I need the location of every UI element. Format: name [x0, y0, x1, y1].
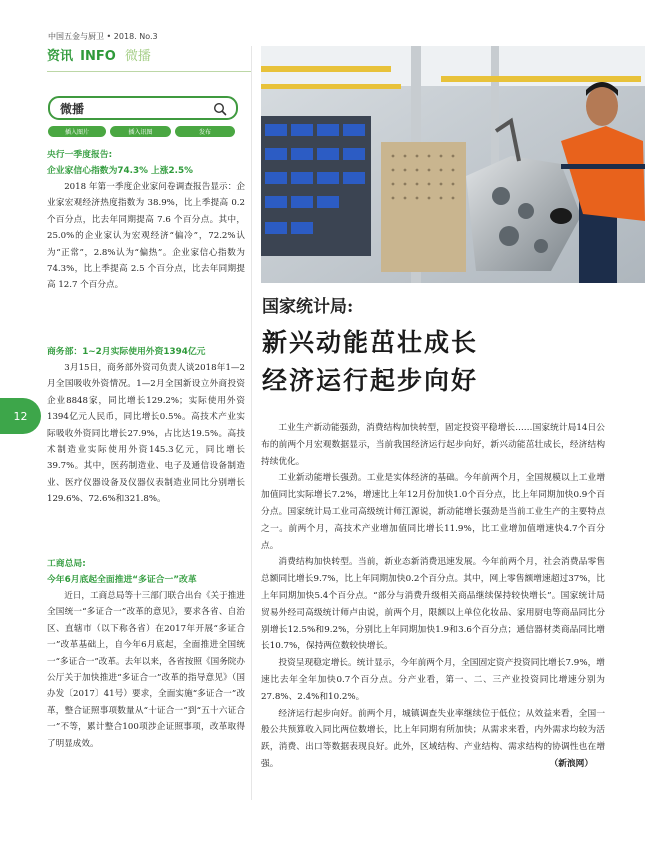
article-paragraph: 工业新动能增长强劲。工业是实体经济的基础。今年前两个月，全国规模以上工业增加值同比实际增长7.2%，增速比上年12月份加快1.0个百分点，比上年同期加快0.9个百分点。国家统计局工业司高级统计师江源说，新动能增长强劲是当前工业生产的主要特点之一。前两个月，高技术产业增加值同比增长11.9%，比工业增加值增速快4.7个百分点。 [261, 473, 605, 551]
page-number: 12 [0, 398, 41, 434]
news-item [47, 344, 245, 508]
article-headline [262, 324, 602, 400]
section-subtitle: 微播 [124, 49, 151, 64]
section-title-en: INFO [80, 49, 116, 64]
headline-line: 新兴动能茁壮成长 [262, 328, 479, 357]
news-body: 近日，工商总局等十三部门联合出台《关于推进全国统一“多证合一”改革的意见》，要求各省、自治区、直辖市（以下称各省）在2017年开展“多证合一”改革基础上，自今年6月底起，全面推进全国统一“多证合一”改革。去年以来，各省按照《国务院办公厅关于加快推进“多证合一”改革的指导意见》（国办发〔2017〕41号）要求，全面实施“多证合一”改革，整合证照事项数量从“十证合一”到“五十六证合一”不等，累计整合100项涉企证照事项，改革取得了明显成效。 [47, 591, 245, 749]
news-item [47, 147, 245, 294]
section-title-zh: 资讯 [47, 49, 74, 64]
article-kicker: 国家统计局: [262, 297, 354, 317]
news-body: 2018 年第一季度企业家问卷调查报告显示：企业家宏观经济热度指数为 38.9%，比上季提高 0.2 个百分点，比去年同期提高 7.6 个百分点。其中，25.0%的企业家认为宏观经济“偏冷”，72.2%认为“正常”，2.8%认为“偏热”。企业家信心指数为 74.3%，比上季提高 2.5 个百分点，比去年同期提高 12.7 个百分点。 [47, 182, 245, 291]
news-heading: 央行一季度报告: [47, 150, 113, 160]
article-photo [261, 46, 645, 283]
column-divider [251, 46, 252, 800]
search-icon[interactable] [213, 101, 227, 120]
article-paragraph-text: 经济运行起步向好。前两个月，城镇调查失业率继续位于低位；从效益来看，全国一般公共预算收入同比两位数增长，比上年同期有所加快；从需求来看，内外需求均较为活跃，消费、出口等数据表现良好。此外，区域结构、产业结构、需求结构的协调性也在增强。 [261, 708, 605, 769]
article-paragraph: 投资呈现稳定增长。统计显示，今年前两个月，全国固定资产投资同比增长7.9%，增速比去年全年加快0.7个百分点。分产业看，第一、二、三产业投资同比增速分别为27.8%、2.4%和10.2%。 [261, 658, 605, 702]
news-subheading: 今年6月底起全面推进“多证合一”改革 [47, 575, 197, 585]
news-heading: 商务部：1~2月实际使用外资1394亿元 [47, 347, 206, 357]
section-header [47, 45, 252, 72]
tab-insert-image[interactable]: 插入图片 [48, 126, 106, 137]
tab-insert-chart[interactable]: 插入讯图 [110, 126, 171, 137]
news-item [47, 556, 245, 752]
magazine-issue-line: 中国五金与厨卫 • 2018. No.3 [48, 32, 158, 41]
article-paragraph: 消费结构加快转型。当前，新业态新消费迅速发展。今年前两个月，社会消费品零售总额同比增长9.7%，比上年同期加快0.2个百分点。其中，网上零售额增速超过37%，比上年同期加快5.4个百分点。“部分与消费升级相关商品继续保持较快增长”。国家统计局贸易外经司高级统计师卢由说，前两个月，限额以上单位化妆品、家用厨电等商品同比分别增长12.5%和9.2%，分别比上年同期加快1.9和3.6个百分点；通信器材类商品同比增长10.7%，保持两位数较快增长。 [261, 557, 605, 652]
headline-line: 经济运行起步向好 [262, 366, 479, 395]
search-label: 微播 [60, 102, 85, 116]
article-paragraph: 工业生产新动能强劲，消费结构加快转型，固定投资平稳增长……国家统计局14日公布的前两个月宏观数据显示，当前我国经济运行起步向好，新兴动能茁壮成长，经济结构持续优化。 [261, 423, 605, 467]
article-source: （新浪网） [549, 758, 593, 769]
tab-publish[interactable]: 发布 [175, 126, 235, 137]
article-paragraph [261, 706, 605, 773]
search-bar[interactable] [48, 96, 238, 120]
news-body: 3月15日，商务部外资司负责人谈2018年1—2月全国吸收外资情况。1—2月全国新设立外商投资企业8848家，同比增长129.2%；实际使用外资1394亿元人民币，同比增长0.5%。高技术产业实际吸收外资同比增长27.9%，占比达19.5%。高技术制造业实际使用外资145.3亿元，同比增长39.7%。其中，医药制造业、电子及通信设备制造业、医疗仪器设备及仪器仪表制造业同比分别增长129.6%、72.6%和321.8%。 [47, 363, 245, 505]
news-heading: 工商总局: [47, 559, 86, 569]
news-subheading: 企业家信心指数为74.3% 上涨2.5% [47, 166, 193, 176]
article-body [261, 420, 605, 773]
